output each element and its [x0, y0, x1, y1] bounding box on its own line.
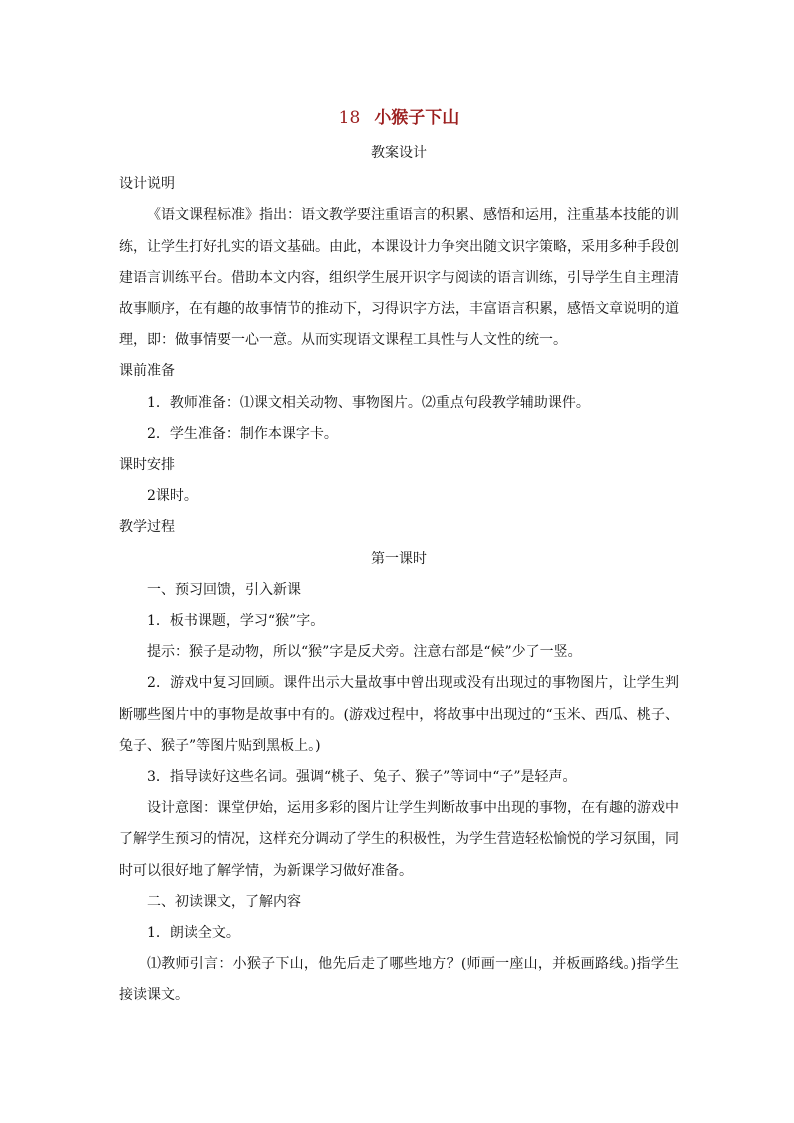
schedule-body: 2课时。	[147, 488, 198, 505]
document-body	[119, 104, 679, 1012]
design-note-heading: 设计说明	[119, 176, 175, 193]
lesson-subtitle: 教案设计	[371, 145, 427, 161]
preparation-item: 1．教师准备：⑴课文相关动物、事物图片。⑵重点句段教学辅助课件。	[147, 394, 590, 411]
lesson-period-title: 第一课时	[371, 550, 427, 567]
schedule-heading: 课时安排	[119, 456, 175, 473]
lesson-number: 18	[338, 108, 361, 128]
design-note-body: 《语文课程标准》指出：语文教学要注重语言的积累、感悟和运用，注重基本技能的训练，让学生打好扎实的语文基础。由此，本课设计力争突出随文识字策略，采用多种手段创建语言训练平台。借助本文内容，组织学生展开识字与阅读的语言训练，引导学生自主理清故事顺序，在有趣的故事情节的推动下，习得识字方法，丰富语言积累，感悟文章说明的道理，即：做事情要一心一意。从而实现语文课程工具性与人文性的统一。	[119, 207, 679, 349]
lesson-title-text: 小猴子下山	[374, 108, 460, 128]
step2-sub1: ⑴教师引言：小猴子下山，他先后走了哪些地方？(师画一座山，并板画路线。)指学生接读课文。	[119, 956, 679, 1004]
lesson-title	[119, 104, 679, 132]
step1-item2: 2．游戏中复习回顾。课件出示大量故事中曾出现或没有出现过的事物图片，让学生判断哪些图片中的事物是故事中有的。(游戏过程中，将故事中出现过的“玉米、西瓜、桃子、兔子、猴子”等图片贴到黑板上。)	[119, 675, 679, 754]
process-heading: 教学过程	[119, 519, 175, 536]
preparation-heading: 课前准备	[119, 363, 175, 380]
step1-heading: 一、预习回馈，引入新课	[147, 581, 301, 598]
step1-tip: 提示：猴子是动物，所以“猴”字是反犬旁。注意右部是“候”少了一竖。	[147, 644, 582, 661]
step1-item3: 3．指导读好这些名词。强调“桃子、兔子、猴子”等词中“子”是轻声。	[147, 768, 577, 785]
preparation-item: 2．学生准备：制作本课字卡。	[147, 425, 338, 442]
step2-item1: 1．朗读全文。	[147, 925, 240, 941]
step1-design-intent: 设计意图：课堂伊始，运用多彩的图片让学生判断故事中出现的事物，在有趣的游戏中了解学生预习的情况，这样充分调动了学生的积极性，为学生营造轻松愉悦的学习氛围，同时可以很好地了解学情，为新课学习做好准备。	[119, 800, 679, 879]
step1-item1: 1．板书课题，学习“猴”字。	[147, 612, 325, 629]
step2-heading: 二、初读课文，了解内容	[147, 893, 301, 910]
